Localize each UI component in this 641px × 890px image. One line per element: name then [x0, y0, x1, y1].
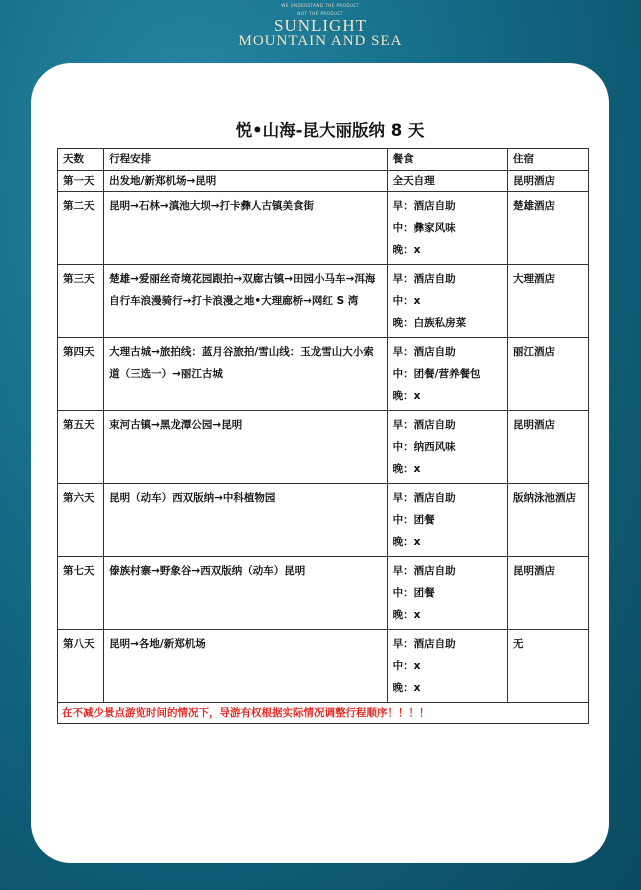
table-row: [58, 630, 589, 703]
day-label: 第四天: [63, 346, 95, 358]
route-text: 傣族村寨→野象谷→西双版纳（动车）昆明: [109, 565, 306, 577]
meal-line: 早：酒店自助: [392, 346, 456, 358]
day-cell: [58, 171, 104, 192]
itinerary-table: [57, 148, 589, 724]
route-text: 大理古城→旅拍线：蓝月谷旅拍/雪山线：玉龙雪山大小索道（三选一）→丽江古城: [109, 346, 374, 380]
meal-line: 中：团餐: [392, 587, 435, 599]
route-cell: [104, 411, 388, 484]
meal-line: 晚：x: [392, 609, 421, 621]
header-day: 天数: [58, 149, 104, 171]
hotel-cell: [508, 192, 589, 265]
meal-line: 晚：白族私房菜: [392, 317, 467, 329]
route-cell: [104, 192, 388, 265]
day-cell: [58, 630, 104, 703]
hotel-cell: [508, 338, 589, 411]
meal-line: 中：团餐: [392, 514, 435, 526]
hotel-text: 丽江酒店: [513, 346, 555, 358]
day-cell: [58, 411, 104, 484]
brand-tagline-2: NOT THE PRODUCT: [297, 11, 344, 16]
meal-line: 中：纳西风味: [392, 441, 456, 453]
table-header-row: [58, 149, 589, 171]
route-cell: [104, 630, 388, 703]
meal-line: 早：酒店自助: [392, 273, 456, 285]
route-text: 昆明→各地/新郑机场: [109, 638, 206, 650]
table-row: [58, 265, 589, 338]
header-meal: 餐食: [387, 149, 507, 171]
meal-cell: [387, 484, 507, 557]
route-cell: [104, 484, 388, 557]
meal-line: 晚：x: [392, 390, 421, 402]
hotel-text: 版纳泳池酒店: [513, 492, 576, 504]
meal-cell: [387, 411, 507, 484]
hotel-text: 无: [513, 638, 524, 650]
route-text: 昆明（动车）西双版纳→中科植物园: [109, 492, 276, 504]
meal-line: 晚：x: [392, 244, 421, 256]
day-label: 第八天: [63, 638, 95, 650]
day-cell: [58, 557, 104, 630]
route-text: 昆明→石林→滇池大坝→打卡彝人古镇美食街: [109, 200, 315, 212]
notice-row: [58, 703, 589, 724]
meal-line: 早：酒店自助: [392, 200, 456, 212]
meal-line: 中：彝家风味: [392, 222, 456, 234]
meal-cell: [387, 557, 507, 630]
meal-line: 中：团餐/营养餐包: [392, 368, 481, 380]
hotel-cell: [508, 557, 589, 630]
hotel-cell: [508, 171, 589, 192]
brand-header: [0, 0, 641, 49]
hotel-cell: [508, 411, 589, 484]
table-row: [58, 411, 589, 484]
meal-cell: [387, 338, 507, 411]
table-row: [58, 192, 589, 265]
brand-tagline-1: WE UNDERSTAND THE PRODUCT: [281, 3, 360, 8]
day-cell: [58, 192, 104, 265]
header-route: 行程安排: [104, 149, 388, 171]
hotel-text: 昆明酒店: [513, 175, 555, 187]
meal-cell: [387, 192, 507, 265]
day-cell: [58, 338, 104, 411]
route-cell: [104, 557, 388, 630]
day-label: 第六天: [63, 492, 95, 504]
notice-text: 在不减少景点游览时间的情况下，导游有权根据实际情况调整行程顺序！！！！: [58, 703, 589, 724]
brand-name-line1: SUNLIGHT: [274, 16, 367, 35]
meal-line: 晚：x: [392, 536, 421, 548]
meal-line: 中：x: [392, 660, 421, 672]
hotel-cell: [508, 265, 589, 338]
header-hotel: 住宿: [508, 149, 589, 171]
hotel-text: 昆明酒店: [513, 419, 555, 431]
meal-line: 晚：x: [392, 463, 421, 475]
route-cell: [104, 338, 388, 411]
day-label: 第五天: [63, 419, 95, 431]
hotel-text: 昆明酒店: [513, 565, 555, 577]
meal-line: 晚：x: [392, 682, 421, 694]
table-row: [58, 338, 589, 411]
itinerary-card: [31, 63, 609, 863]
meal-line: 早：酒店自助: [392, 638, 456, 650]
hotel-cell: [508, 630, 589, 703]
day-label: 第一天: [63, 175, 95, 187]
meal-line: 全天自理: [392, 175, 435, 187]
meal-cell: [387, 171, 507, 192]
route-cell: [104, 171, 388, 192]
brand-name-line2: MOUNTAIN AND SEA: [238, 33, 403, 49]
route-text: 出发地/新郑机场→昆明: [109, 175, 217, 187]
meal-line: 中：x: [392, 295, 421, 307]
meal-line: 早：酒店自助: [392, 565, 456, 577]
hotel-text: 大理酒店: [513, 273, 555, 285]
day-cell: [58, 265, 104, 338]
meal-cell: [387, 630, 507, 703]
meal-line: 早：酒店自助: [392, 419, 456, 431]
meal-cell: [387, 265, 507, 338]
route-text: 束河古镇→黑龙潭公园→昆明: [109, 419, 243, 431]
day-cell: [58, 484, 104, 557]
route-cell: [104, 265, 388, 338]
day-label: 第七天: [63, 565, 95, 577]
table-row: [58, 484, 589, 557]
table-row: [58, 171, 589, 192]
hotel-cell: [508, 484, 589, 557]
meal-line: 早：酒店自助: [392, 492, 456, 504]
page-title: 悦•山海-昆大丽版纳 8 天: [235, 121, 425, 140]
day-label: 第三天: [63, 273, 95, 285]
day-label: 第二天: [63, 200, 95, 212]
route-text: 楚雄→爱丽丝奇境花园跟拍→双廊古镇→田园小马车→洱海自行车浪漫骑行→打卡浪漫之地•大理廊桥→网红 S 湾: [109, 273, 376, 307]
table-row: [58, 557, 589, 630]
hotel-text: 楚雄酒店: [513, 200, 555, 212]
